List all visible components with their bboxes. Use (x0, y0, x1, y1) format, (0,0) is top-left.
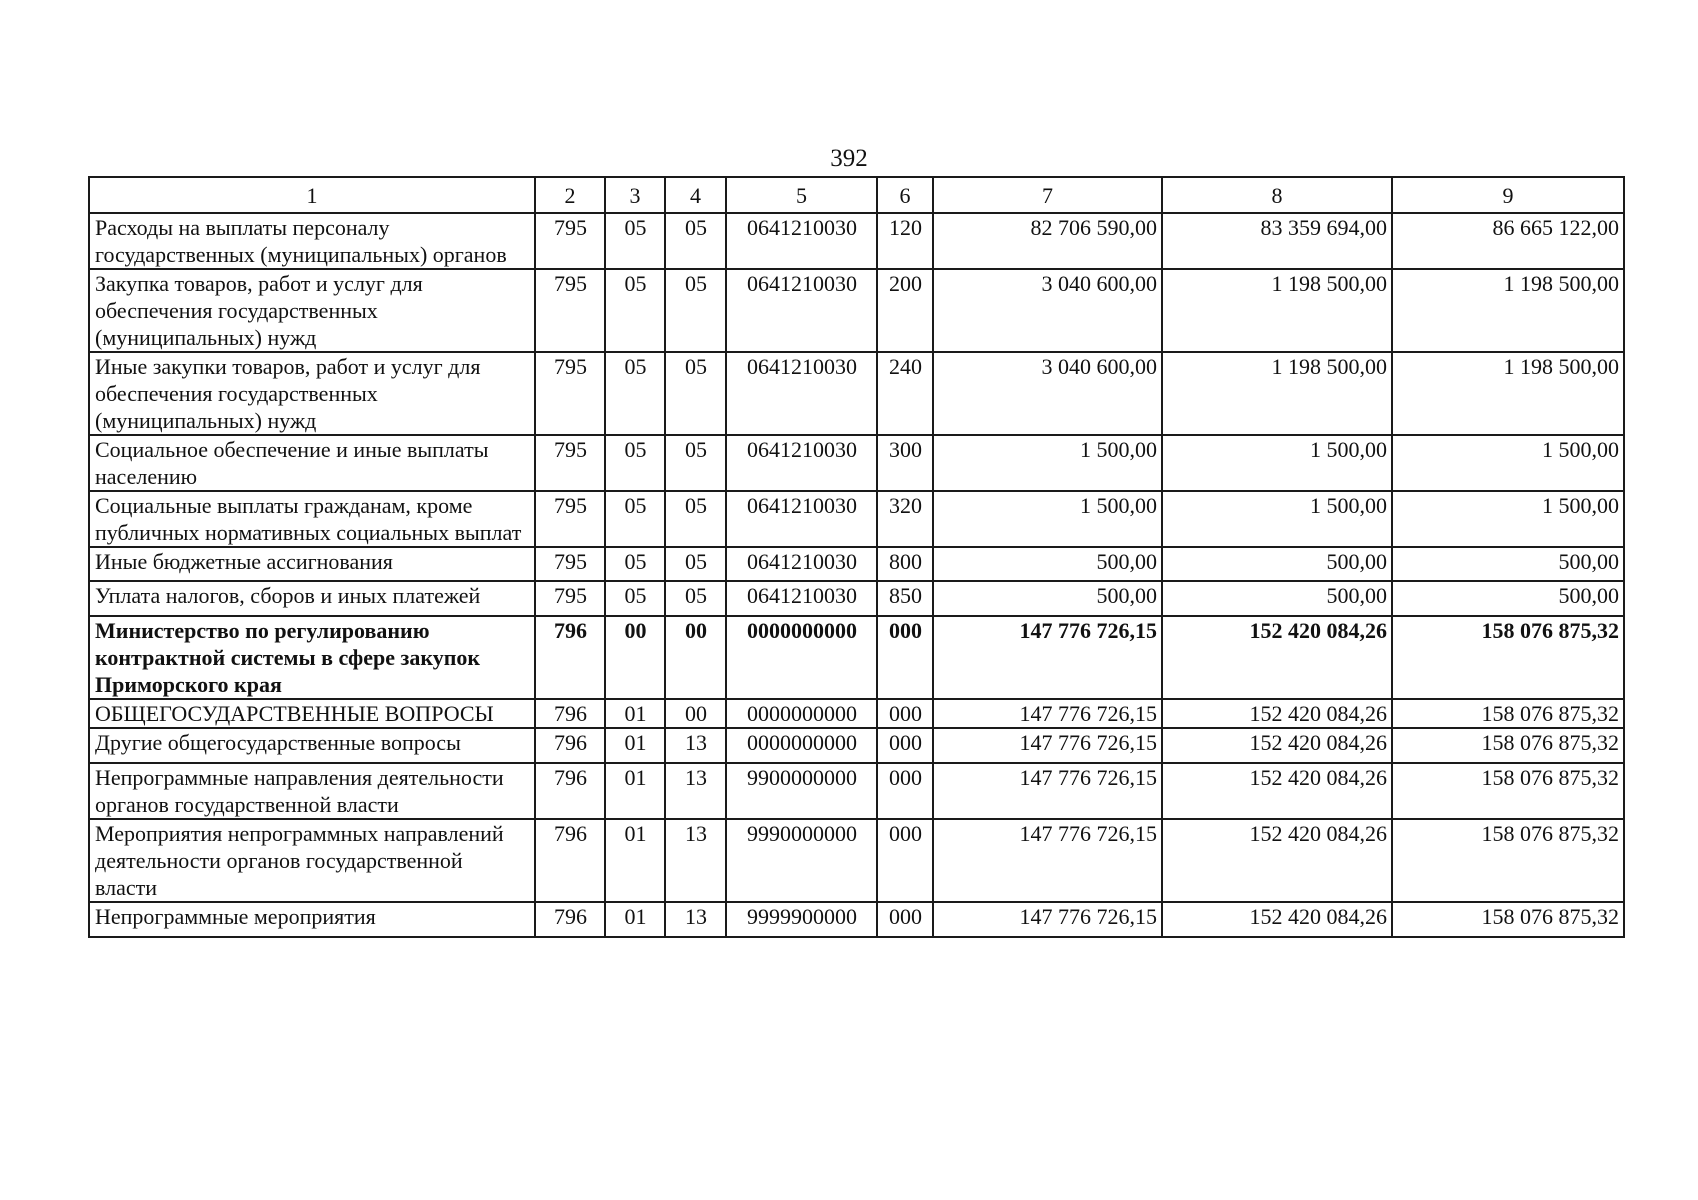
subsection-code-cell: 13 (665, 819, 726, 902)
subsection-code-cell: 05 (665, 213, 726, 269)
ministry-code-cell: 795 (535, 352, 605, 435)
subsection-code-cell: 05 (665, 352, 726, 435)
subsection-code-cell: 13 (665, 728, 726, 763)
amount-col9-cell: 500,00 (1392, 581, 1624, 616)
subsection-code-cell: 00 (665, 699, 726, 728)
amount-col9-cell: 1 500,00 (1392, 491, 1624, 547)
target-article-cell: 0641210030 (726, 352, 877, 435)
table-row (89, 269, 1624, 352)
target-article-cell: 0641210030 (726, 491, 877, 547)
expense-name-cell: Непрограммные направления деятельности органов государственной власти (89, 763, 535, 819)
amount-col8-cell: 152 420 084,26 (1162, 902, 1392, 937)
table-row (89, 352, 1624, 435)
amount-col9-cell: 158 076 875,32 (1392, 728, 1624, 763)
ministry-code-cell: 796 (535, 699, 605, 728)
section-code-cell: 05 (605, 547, 665, 581)
section-code-cell: 05 (605, 352, 665, 435)
subsection-code-cell: 00 (665, 616, 726, 699)
amount-col8-cell: 1 500,00 (1162, 435, 1392, 491)
expense-type-cell: 200 (877, 269, 933, 352)
section-code-cell: 01 (605, 902, 665, 937)
amount-col7-cell: 147 776 726,15 (933, 699, 1162, 728)
subsection-code-cell: 13 (665, 902, 726, 937)
amount-col8-cell: 83 359 694,00 (1162, 213, 1392, 269)
amount-col7-cell: 3 040 600,00 (933, 352, 1162, 435)
target-article-cell: 0000000000 (726, 699, 877, 728)
expense-type-cell: 850 (877, 581, 933, 616)
expense-name-cell: Министерство по регулированию контрактной системы в сфере закупок Приморского края (89, 616, 535, 699)
expense-name-cell: Социальное обеспечение и иные выплаты населению (89, 435, 535, 491)
ministry-code-cell: 795 (535, 213, 605, 269)
section-code-cell: 05 (605, 213, 665, 269)
ministry-code-cell: 795 (535, 581, 605, 616)
amount-col9-cell: 1 198 500,00 (1392, 352, 1624, 435)
amount-col7-cell: 147 776 726,15 (933, 763, 1162, 819)
expense-name-cell: Иные закупки товаров, работ и услуг для обеспечения государственных (муниципальных) нужд (89, 352, 535, 435)
ministry-code-cell: 796 (535, 902, 605, 937)
expense-type-cell: 120 (877, 213, 933, 269)
target-article-cell: 0000000000 (726, 728, 877, 763)
column-header: 4 (665, 177, 726, 213)
table-row (89, 616, 1624, 699)
amount-col7-cell: 1 500,00 (933, 435, 1162, 491)
section-code-cell: 01 (605, 699, 665, 728)
amount-col7-cell: 147 776 726,15 (933, 728, 1162, 763)
expense-name-cell: Уплата налогов, сборов и иных платежей (89, 581, 535, 616)
amount-col8-cell: 1 198 500,00 (1162, 269, 1392, 352)
amount-col8-cell: 152 420 084,26 (1162, 763, 1392, 819)
amount-col7-cell: 1 500,00 (933, 491, 1162, 547)
ministry-code-cell: 795 (535, 269, 605, 352)
subsection-code-cell: 13 (665, 763, 726, 819)
amount-col8-cell: 500,00 (1162, 547, 1392, 581)
budget-table (88, 176, 1625, 938)
amount-col7-cell: 147 776 726,15 (933, 616, 1162, 699)
amount-col7-cell: 82 706 590,00 (933, 213, 1162, 269)
expense-type-cell: 800 (877, 547, 933, 581)
table-row (89, 902, 1624, 937)
amount-col8-cell: 1 198 500,00 (1162, 352, 1392, 435)
ministry-code-cell: 796 (535, 616, 605, 699)
target-article-cell: 0641210030 (726, 547, 877, 581)
ministry-code-cell: 796 (535, 728, 605, 763)
expense-name-cell: Мероприятия непрограммных направлений деятельности органов государственной власти (89, 819, 535, 902)
column-header: 6 (877, 177, 933, 213)
subsection-code-cell: 05 (665, 547, 726, 581)
table-row (89, 763, 1624, 819)
amount-col9-cell: 500,00 (1392, 547, 1624, 581)
amount-col9-cell: 1 198 500,00 (1392, 269, 1624, 352)
amount-col9-cell: 158 076 875,32 (1392, 902, 1624, 937)
target-article-cell: 9990000000 (726, 819, 877, 902)
expense-name-cell: Расходы на выплаты персоналу государственных (муниципальных) органов (89, 213, 535, 269)
ministry-code-cell: 795 (535, 491, 605, 547)
subsection-code-cell: 05 (665, 269, 726, 352)
target-article-cell: 0641210030 (726, 435, 877, 491)
table-row (89, 435, 1624, 491)
table-row (89, 213, 1624, 269)
table-row (89, 491, 1624, 547)
section-code-cell: 05 (605, 491, 665, 547)
expense-name-cell: Непрограммные мероприятия (89, 902, 535, 937)
column-header: 9 (1392, 177, 1624, 213)
column-header: 1 (89, 177, 535, 213)
section-code-cell: 01 (605, 763, 665, 819)
section-code-cell: 05 (605, 435, 665, 491)
expense-type-cell: 300 (877, 435, 933, 491)
table-row (89, 547, 1624, 581)
target-article-cell: 0641210030 (726, 213, 877, 269)
column-header: 7 (933, 177, 1162, 213)
section-code-cell: 05 (605, 269, 665, 352)
amount-col9-cell: 158 076 875,32 (1392, 819, 1624, 902)
subsection-code-cell: 05 (665, 581, 726, 616)
amount-col9-cell: 158 076 875,32 (1392, 763, 1624, 819)
table-row (89, 819, 1624, 902)
target-article-cell: 0641210030 (726, 581, 877, 616)
expense-name-cell: Иные бюджетные ассигнования (89, 547, 535, 581)
expense-name-cell: Закупка товаров, работ и услуг для обеспечения государственных (муниципальных) нужд (89, 269, 535, 352)
target-article-cell: 9999900000 (726, 902, 877, 937)
amount-col9-cell: 1 500,00 (1392, 435, 1624, 491)
expense-name-cell: ОБЩЕГОСУДАРСТВЕННЫЕ ВОПРОСЫ (89, 699, 535, 728)
expense-name-cell: Другие общегосударственные вопросы (89, 728, 535, 763)
expense-type-cell: 000 (877, 819, 933, 902)
subsection-code-cell: 05 (665, 491, 726, 547)
target-article-cell: 0641210030 (726, 269, 877, 352)
amount-col7-cell: 500,00 (933, 581, 1162, 616)
expense-name-cell: Социальные выплаты гражданам, кроме публичных нормативных социальных выплат (89, 491, 535, 547)
column-header: 8 (1162, 177, 1392, 213)
section-code-cell: 01 (605, 819, 665, 902)
page-number: 392 (830, 145, 868, 172)
expense-type-cell: 000 (877, 902, 933, 937)
amount-col8-cell: 152 420 084,26 (1162, 819, 1392, 902)
column-header: 5 (726, 177, 877, 213)
amount-col8-cell: 152 420 084,26 (1162, 699, 1392, 728)
ministry-code-cell: 795 (535, 547, 605, 581)
amount-col7-cell: 147 776 726,15 (933, 902, 1162, 937)
expense-type-cell: 320 (877, 491, 933, 547)
expense-type-cell: 000 (877, 699, 933, 728)
amount-col7-cell: 3 040 600,00 (933, 269, 1162, 352)
table-row (89, 581, 1624, 616)
amount-col8-cell: 1 500,00 (1162, 491, 1392, 547)
amount-col8-cell: 152 420 084,26 (1162, 616, 1392, 699)
ministry-code-cell: 795 (535, 435, 605, 491)
column-header: 2 (535, 177, 605, 213)
expense-type-cell: 000 (877, 728, 933, 763)
table-row (89, 728, 1624, 763)
header-row (89, 177, 1624, 213)
section-code-cell: 01 (605, 728, 665, 763)
ministry-code-cell: 796 (535, 763, 605, 819)
amount-col9-cell: 158 076 875,32 (1392, 699, 1624, 728)
amount-col7-cell: 147 776 726,15 (933, 819, 1162, 902)
target-article-cell: 9900000000 (726, 763, 877, 819)
section-code-cell: 00 (605, 616, 665, 699)
section-code-cell: 05 (605, 581, 665, 616)
amount-col7-cell: 500,00 (933, 547, 1162, 581)
target-article-cell: 0000000000 (726, 616, 877, 699)
expense-type-cell: 000 (877, 616, 933, 699)
table-row (89, 699, 1624, 728)
subsection-code-cell: 05 (665, 435, 726, 491)
amount-col8-cell: 500,00 (1162, 581, 1392, 616)
expense-type-cell: 240 (877, 352, 933, 435)
amount-col9-cell: 86 665 122,00 (1392, 213, 1624, 269)
ministry-code-cell: 796 (535, 819, 605, 902)
expense-type-cell: 000 (877, 763, 933, 819)
amount-col9-cell: 158 076 875,32 (1392, 616, 1624, 699)
column-header: 3 (605, 177, 665, 213)
amount-col8-cell: 152 420 084,26 (1162, 728, 1392, 763)
